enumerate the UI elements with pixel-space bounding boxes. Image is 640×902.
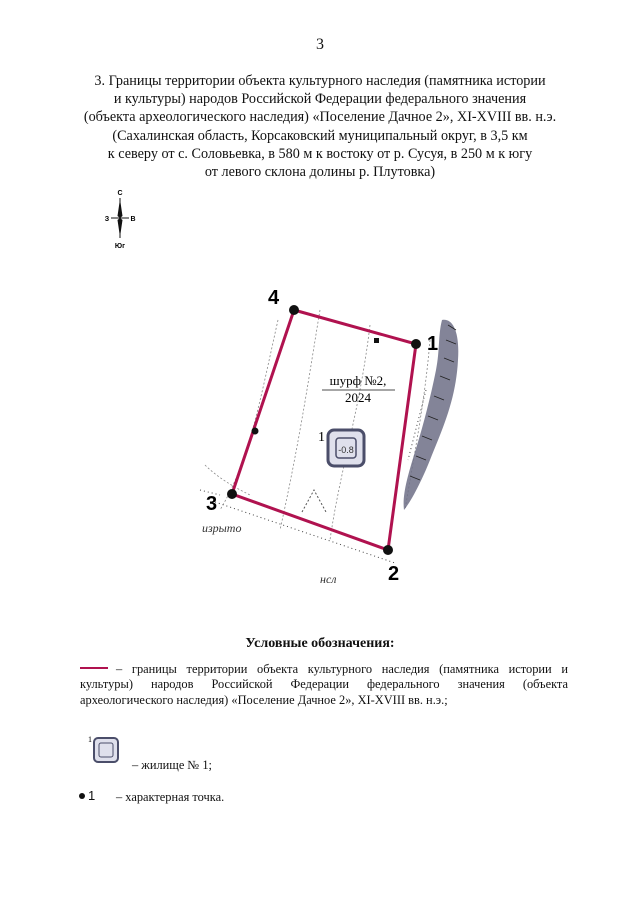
document-title	[40, 72, 600, 181]
dotted-tracks	[200, 390, 426, 563]
marker-square	[374, 338, 379, 343]
contour-lines	[205, 310, 430, 540]
partial-label: нсл	[320, 572, 337, 586]
pit-label: шурф №2,	[329, 373, 387, 388]
boundary-line-icon	[80, 667, 108, 669]
point-1-dot	[411, 339, 421, 349]
point-2-dot	[383, 545, 393, 555]
title-line: 3. Границы территории объекта культурного наследия (памятника истории	[94, 73, 546, 89]
point-4-dot	[289, 305, 299, 315]
compass-rose-icon	[98, 186, 142, 256]
title-line: (объекта археологического наследия) «Поселение Дачное 2», XI-XVIII вв. н.э.	[83, 109, 557, 126]
dwelling-legend-icon	[86, 730, 122, 766]
legend-point-number: 1	[88, 788, 96, 803]
point-2-label: 2	[388, 563, 400, 585]
title-line: (Сахалинская область, Корсаковский муниципальный округ, в 3,5 км	[112, 127, 528, 144]
legend-heading: Условные обозначения:	[245, 636, 395, 651]
point-1-label: 1	[427, 333, 439, 355]
compass-south-label: Юг	[114, 243, 126, 250]
title-line: от левого склона долины р. Плутовка)	[204, 164, 436, 181]
page-number: 3	[316, 36, 324, 53]
point-3-dot	[227, 489, 237, 499]
svg-text:1: 1	[88, 735, 92, 744]
dwelling-symbol	[318, 430, 364, 466]
legend-dwelling-text: – жилище № 1;	[132, 758, 212, 772]
compass-west-label: З	[104, 216, 110, 223]
dug-label: изрыто	[202, 521, 242, 535]
title-line: к северу от с. Соловьевка, в 580 м к востоку от р. Сусуя, в 250 м к югу	[107, 145, 533, 162]
compass-north-label: С	[117, 190, 123, 197]
legend-boundary-text: – границы территории объекта культурного наследия (памятника истории и культуры) народов Российской Федерации федерального значения (объекта археологического наследия) «Поселение Дачное 2», XI-XVIII вв. н.э.;	[80, 662, 568, 707]
site-boundary-map	[190, 280, 480, 610]
mound-mark	[302, 490, 326, 512]
legend-point-text: – характерная точка.	[116, 790, 225, 804]
title-line: и культуры) народов Российской Федерации федерального значения	[113, 91, 527, 108]
point-4-label: 4	[268, 287, 280, 309]
compass-east-label: В	[130, 216, 136, 223]
boundary-vertex	[252, 428, 259, 435]
pit-year: 2024	[345, 390, 371, 405]
dwelling-number: 1	[318, 430, 325, 445]
dwelling-depth: -0.8	[338, 445, 354, 455]
legend-boundary-entry	[80, 662, 568, 708]
point-3-label: 3	[206, 493, 218, 515]
point-legend-icon	[79, 793, 85, 799]
